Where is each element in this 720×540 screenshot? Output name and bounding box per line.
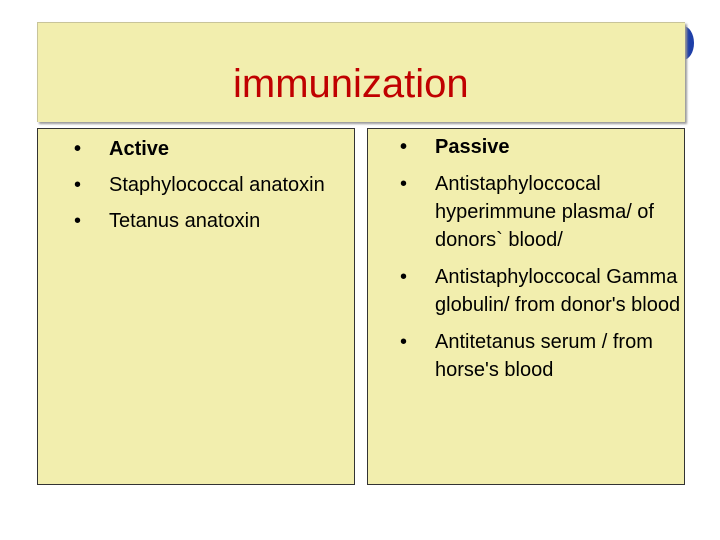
passive-item-text: Antitetanus serum / from horse's blood: [435, 331, 653, 381]
active-heading-item: [74, 135, 374, 163]
passive-item-text: Antistaphyloccocal Gamma globulin/ from donor's blood: [435, 266, 681, 316]
passive-item-text: Antistaphyloccocal hyperimmune plasma/ of donors` blood/: [435, 173, 654, 251]
passive-heading: Passive: [435, 136, 510, 158]
bullet-icon: •: [400, 331, 408, 353]
bullet-icon: •: [74, 174, 82, 196]
active-immunization-panel: [37, 128, 355, 485]
bullet-icon: •: [74, 210, 82, 232]
bullet-icon: •: [400, 173, 408, 195]
active-item-text: Tetanus anatoxin: [109, 210, 261, 232]
bullet-icon: •: [74, 138, 82, 160]
passive-list: [400, 133, 684, 393]
passive-immunization-panel: [367, 128, 685, 485]
bullet-icon: •: [400, 136, 408, 158]
list-item: [400, 170, 684, 254]
slide-title: immunization: [233, 62, 469, 106]
bullet-icon: •: [400, 266, 408, 288]
title-panel: [37, 22, 685, 122]
active-item-text: Staphylococcal anatoxin: [109, 174, 325, 196]
active-heading: Active: [109, 138, 170, 160]
passive-heading-item: [400, 133, 684, 161]
list-item: [74, 207, 374, 235]
list-item: [400, 328, 684, 384]
list-item: [400, 263, 684, 319]
active-list: [74, 135, 374, 243]
list-item: [74, 171, 374, 199]
